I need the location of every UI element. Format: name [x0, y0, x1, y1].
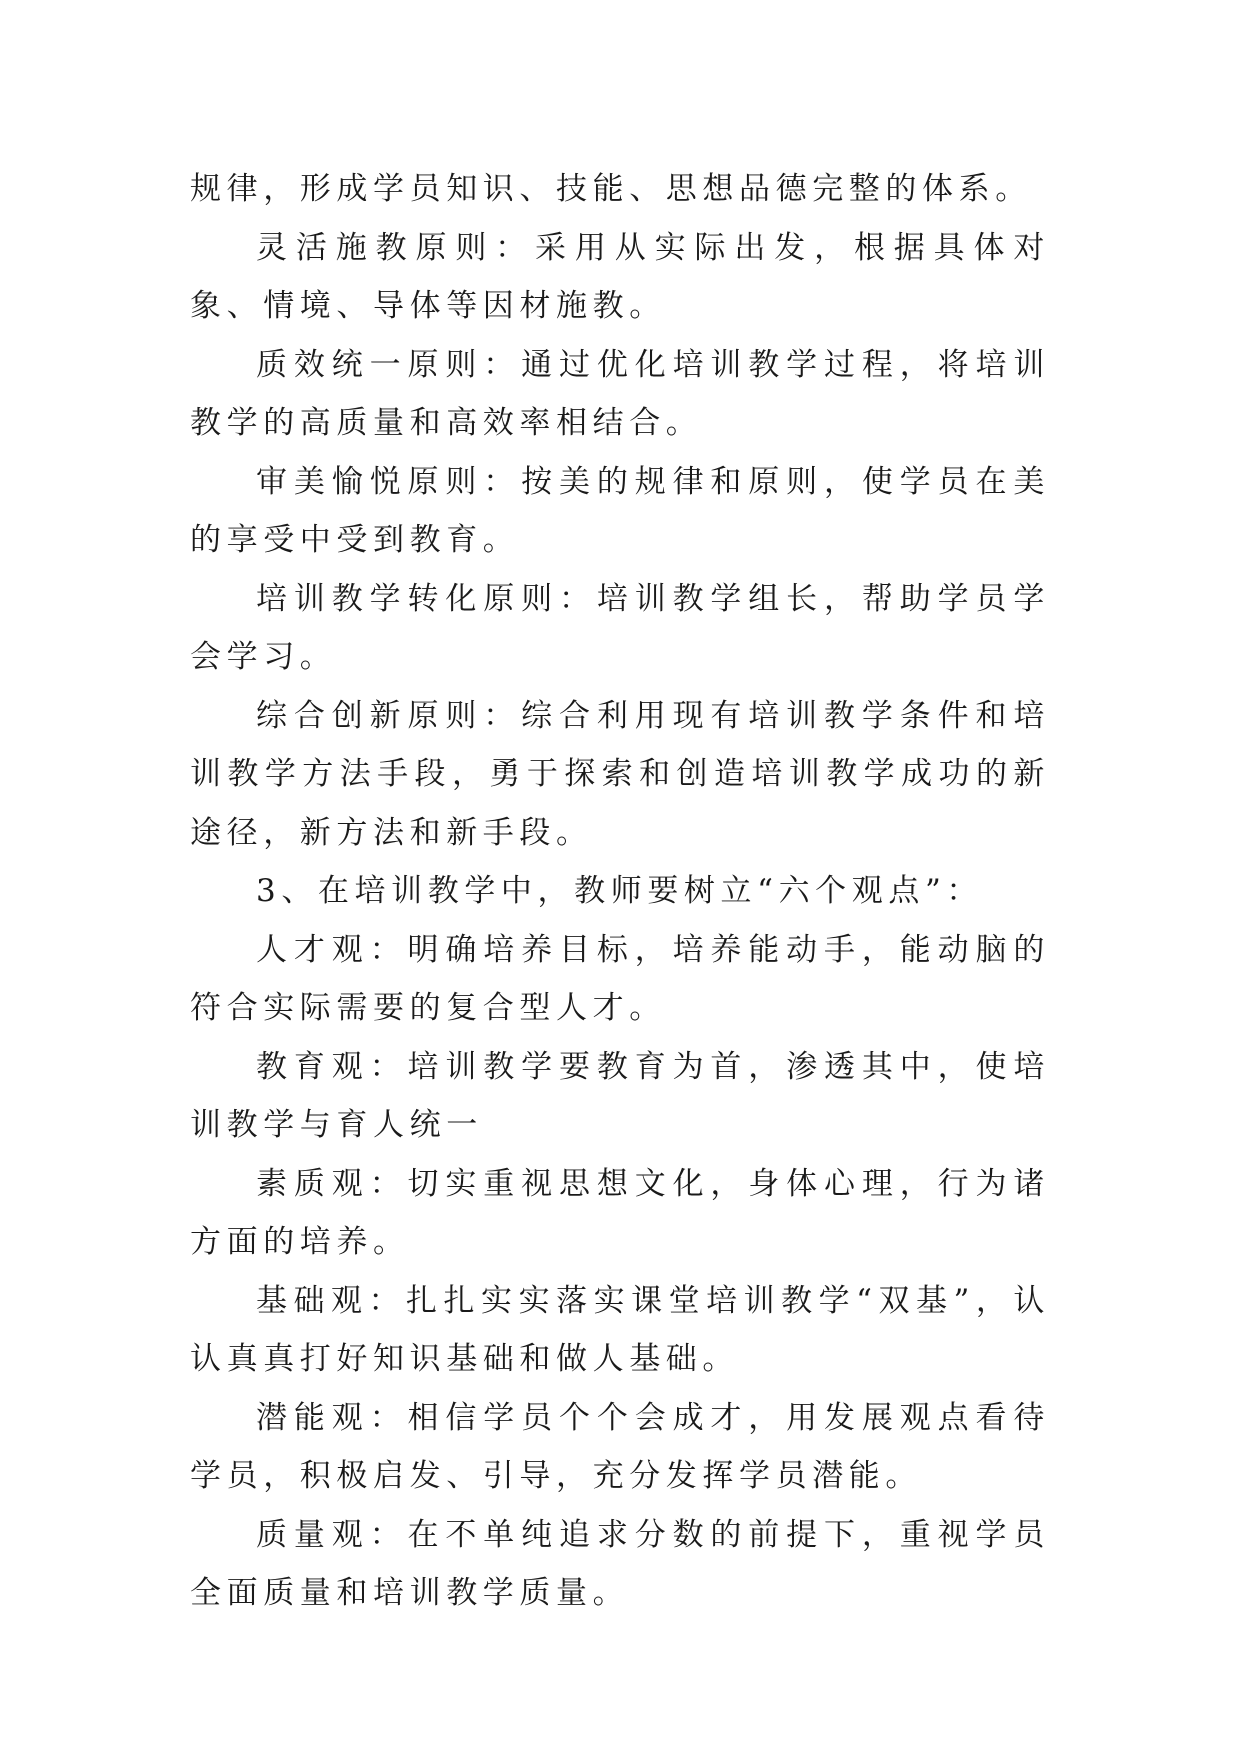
- paragraph-talent-view: 人才观：明确培养目标，培养能动手，能动脑的符合实际需要的复合型人才。: [190, 931, 1050, 1026]
- document-body: [190, 160, 1050, 1623]
- paragraph-six-viewpoints-heading: 3、在培训教学中，教师要树立“六个观点”：: [256, 873, 984, 909]
- paragraph-continuation: 规律，形成学员知识、技能、思想品德完整的体系。: [190, 171, 1032, 207]
- paragraph-foundation-view: 基础观：扎扎实实落实课堂培训教学“双基”，认认真真打好知识基础和做人基础。: [190, 1282, 1050, 1377]
- paragraph-comprehensive-innovation: 综合创新原则：综合利用现有培训教学条件和培训教学方法手段，勇于探索和创造培训教学成功的新途径，新方法和新手段。: [190, 697, 1050, 851]
- paragraph-aesthetic-pleasure: 审美愉悦原则：按美的规律和原则，使学员在美的享受中受到教育。: [190, 463, 1050, 558]
- paragraph-flexible-teaching: 灵活施教原则：采用从实际出发，根据具体对象、情境、导体等因材施教。: [190, 229, 1050, 324]
- paragraph-quality-of-character-view: 素质观：切实重视思想文化，身体心理，行为诸方面的培养。: [190, 1165, 1050, 1260]
- paragraph-potential-view: 潜能观：相信学员个个会成才，用发展观点看待学员，积极启发、引导，充分发挥学员潜能。: [190, 1399, 1050, 1494]
- paragraph-education-view: 教育观：培训教学要教育为首，渗透其中，使培训教学与育人统一: [190, 1048, 1050, 1143]
- paragraph-quality-efficiency: 质效统一原则：通过优化培训教学过程，将培训教学的高质量和高效率相结合。: [190, 346, 1050, 441]
- paragraph-teaching-transformation: 培训教学转化原则：培训教学组长，帮助学员学会学习。: [190, 580, 1050, 675]
- paragraph-quality-view: 质量观：在不单纯追求分数的前提下，重视学员全面质量和培训教学质量。: [190, 1516, 1050, 1611]
